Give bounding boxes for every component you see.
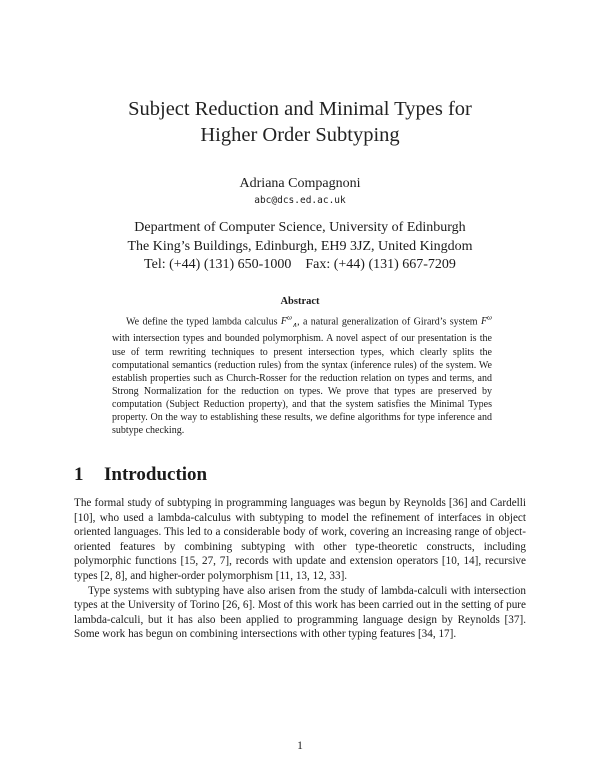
affiliation-address: The King’s Buildings, Edinburgh, EH9 3JZ, United Kingdom — [127, 238, 473, 254]
section-title: Introduction — [104, 464, 208, 485]
telephone: Tel: (+44) (131) 650-1000 — [144, 257, 292, 272]
abstract-text — [112, 312, 492, 437]
affiliation — [60, 219, 540, 275]
page-number: 1 — [297, 740, 303, 752]
author-email: abc@dcs.ed.ac.uk — [254, 195, 346, 206]
fax: Fax: (+44) (131) 667-7209 — [305, 257, 456, 272]
section-body — [74, 496, 526, 642]
title-line-2: Higher Order Subtyping — [200, 124, 400, 146]
calculus-symbol: $F^\omega_\wedge$ — [280, 314, 298, 330]
abstract-part-3: with intersection types and bounded polymorphism. A novel aspect of our presentation is the use of term rewriting techniques to present intersection types, which clearly splits the computational semantics (reduction rules) from the syntax (inference rules) of the system. We establish properties such as Church-Rosser for the reduction relation on types and terms, and Strong Normalization for the reduction on types. We prove that types are preserved by computation (Subject Reduction property), and that the system satisfies the Minimal Types property. On the way to establishing these results, we define algorithms for type inference and subtype checking. — [112, 333, 492, 437]
abstract-part-2: , a natural generalization of Girard’s system — [297, 316, 481, 328]
abstract-part-1: We define the typed lambda calculus — [126, 316, 281, 328]
contact-line — [60, 256, 540, 275]
paragraph-2: Type systems with subtyping have also arisen from the study of lambda-calculi with intersection types at the University of Torino [26, 6]. Most of this work has been carried out in the setting of pure lambda-calculi, but it has also been applied to programming language design by Reynolds [37]. Some work has begun on combining intersections with other typing features [34, 17]. — [74, 584, 526, 641]
paper-title — [60, 96, 540, 148]
section-heading — [74, 464, 207, 486]
section-number: 1 — [74, 464, 84, 485]
paragraph-1: The formal study of subtyping in programming languages was begun by Reynolds [36] and Cardelli [10], who used a lambda-calculus with subtyping to model the refinement of interfaces in object oriented languages. This led to a considerable body of work, covering an increasing range of object-oriented features by combining subtyping with other type-theoretic constructs, including polymorphic functions [15, 27, 7], records with update and extension operators [10, 14], recursive types [2, 8], and higher-order polymorphism [11, 13, 12, 33]. — [74, 497, 526, 582]
system-symbol: $F^\omega$ — [480, 314, 492, 328]
author-name: Adriana Compagnoni — [239, 176, 361, 191]
abstract-heading: Abstract — [280, 296, 320, 307]
affiliation-department: Department of Computer Science, University of Edinburgh — [134, 220, 466, 235]
title-line-1: Subject Reduction and Minimal Types for — [128, 98, 472, 120]
